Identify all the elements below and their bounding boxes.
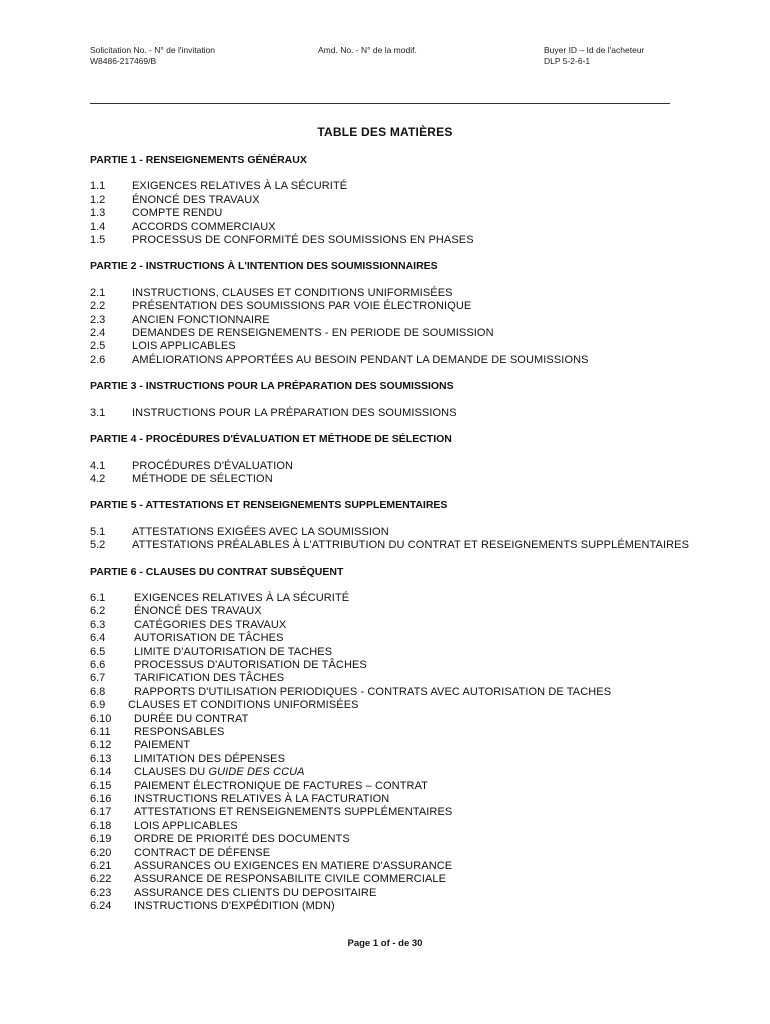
- toc-entry-title-text: AUTORISATION DE TÂCHES: [134, 632, 284, 645]
- toc-entry[interactable]: [90, 873, 690, 886]
- toc-entry-title: [132, 539, 690, 552]
- toc-entry-title: [134, 739, 690, 752]
- toc-entry[interactable]: [90, 180, 690, 193]
- toc-entry-number: 6.15: [90, 779, 112, 792]
- toc-entry-number: 1.4: [90, 220, 106, 233]
- header-divider: [90, 103, 670, 104]
- toc-entry-title-text: LIMITATION DES DÉPENSES: [134, 752, 286, 765]
- toc-entry-number: 5.1: [90, 525, 106, 538]
- table-of-contents: [90, 154, 690, 927]
- page-number: Page 1 of - de 30: [347, 938, 423, 949]
- toc-entry-title-text: ASSURANCES OU EXIGENCES EN MATIERE D'ASSURANCE: [134, 860, 453, 873]
- toc-entry-title-text: PAIEMENT: [134, 739, 191, 752]
- buyer-label: Buyer ID – Id de l'acheteur: [544, 45, 645, 55]
- toc-entry-number: 1.1: [90, 180, 106, 193]
- toc-entry[interactable]: [90, 194, 690, 207]
- toc-entry-title-text: INSTRUCTIONS, CLAUSES ET CONDITIONS UNIFORMISÉES: [132, 286, 453, 299]
- toc-section-list: [90, 460, 690, 487]
- toc-entry-title-text: PRÉSENTATION DES SOUMISSIONS PAR VOIE ÉLECTRONIQUE: [132, 300, 472, 313]
- toc-entry-title-text: AMÉLIORATIONS APPORTÉES AU BESOIN PENDANT LA DEMANDE DE SOUMISSIONS: [132, 353, 589, 366]
- toc-entry-title-text: PROCÉDURES D'ÉVALUATION: [132, 459, 294, 472]
- toc-entry-title: [134, 605, 690, 618]
- toc-entry-title-text: ANCIEN FONCTIONNAIRE: [132, 313, 270, 326]
- toc-entry-title: [132, 234, 690, 247]
- toc-entry-title: [132, 300, 690, 313]
- toc-entry[interactable]: [90, 739, 690, 752]
- toc-entry-title: [132, 314, 690, 327]
- toc-entry[interactable]: [90, 900, 690, 913]
- toc-entry-title: [134, 632, 690, 645]
- toc-entry[interactable]: [90, 605, 690, 618]
- toc-entry-title: [132, 460, 690, 473]
- toc-entry-title: [134, 659, 690, 672]
- toc-entry-title-text: DEMANDES DE RENSEIGNEMENTS - EN PERIODE DE SOUMISSION: [132, 327, 494, 340]
- toc-entry-title: [132, 354, 690, 367]
- toc-entry-number: 6.23: [90, 886, 112, 899]
- toc-entry[interactable]: [90, 619, 690, 632]
- toc-part-heading[interactable]: PARTIE 4 - PROCÉDURES D'ÉVALUATION ET MÉTHODE DE SÉLECTION: [90, 433, 452, 446]
- toc-entry[interactable]: [90, 833, 690, 846]
- toc-entry-title: [134, 780, 690, 793]
- toc-entry-title-text: INSTRUCTIONS RELATIVES À LA FACTURATION: [134, 793, 390, 806]
- toc-entry-title: [134, 833, 690, 846]
- toc-entry-number: 6.8: [90, 685, 106, 698]
- toc-title: TABLE DES MATIÈRES: [317, 125, 453, 139]
- toc-entry[interactable]: [90, 686, 690, 699]
- header-solicitation: [90, 45, 215, 67]
- toc-entry-number: 6.21: [90, 860, 112, 873]
- toc-entry-title: [132, 221, 690, 234]
- toc-part-heading[interactable]: PARTIE 1 - RENSEIGNEMENTS GÉNÉRAUX: [90, 154, 307, 166]
- toc-entry[interactable]: [90, 327, 690, 340]
- toc-entry-title-text: PROCESSUS D'AUTORISATION DE TÂCHES: [134, 658, 367, 671]
- toc-entry-number: 6.4: [90, 632, 106, 645]
- toc-entry-number: 2.3: [90, 313, 106, 326]
- toc-entry-title-text: LOIS APPLICABLES: [132, 340, 236, 353]
- toc-entry-title: [128, 699, 690, 712]
- toc-entry-number: 2.6: [90, 353, 106, 366]
- toc-entry-title-italic: GUIDE DES CCUA: [208, 766, 305, 779]
- toc-entry-number: 6.22: [90, 873, 112, 886]
- toc-entry[interactable]: [90, 713, 690, 726]
- toc-entry[interactable]: [90, 632, 690, 645]
- toc-entry-title: [134, 592, 690, 605]
- toc-section-list: [90, 287, 690, 367]
- toc-entry-number: 6.20: [90, 846, 112, 859]
- toc-entry-title-text: LOIS APPLICABLES: [134, 819, 238, 832]
- toc-entry-title-text: INSTRUCTIONS D'EXPÉDITION (MDN): [134, 900, 335, 913]
- toc-entry-title-text: ASSURANCE DES CLIENTS DU DEPOSITAIRE: [134, 886, 377, 899]
- toc-entry[interactable]: [90, 592, 690, 605]
- toc-entry-title-text: CATÉGORIES DES TRAVAUX: [134, 618, 287, 631]
- toc-entry-number: 3.1: [90, 406, 106, 419]
- toc-entry-title: [132, 407, 690, 420]
- toc-entry-number: 6.14: [90, 766, 112, 779]
- toc-entry[interactable]: [90, 407, 690, 420]
- toc-entry[interactable]: [90, 221, 690, 234]
- toc-entry[interactable]: [90, 806, 690, 819]
- toc-section-list: [90, 526, 690, 553]
- toc-entry-title: [132, 194, 690, 207]
- toc-entry-number: 6.3: [90, 618, 106, 631]
- toc-entry[interactable]: [90, 526, 690, 539]
- toc-entry[interactable]: [90, 287, 690, 300]
- toc-entry-title: [134, 686, 690, 699]
- toc-entry[interactable]: [90, 207, 690, 220]
- toc-entry[interactable]: [90, 860, 690, 873]
- toc-entry-number: 6.5: [90, 645, 106, 658]
- toc-entry[interactable]: [90, 780, 690, 793]
- toc-entry-number: 6.6: [90, 658, 106, 671]
- toc-entry-number: 6.24: [90, 900, 112, 913]
- toc-entry-number: 6.7: [90, 672, 106, 685]
- toc-entry-title-text: LIMITE D'AUTORISATION DE TACHES: [134, 645, 333, 658]
- toc-entry[interactable]: [90, 766, 690, 779]
- toc-entry-title: [134, 713, 690, 726]
- solicitation-number: W8486-217469/B: [90, 56, 157, 66]
- toc-entry[interactable]: [90, 699, 690, 712]
- toc-entry-number: 6.10: [90, 712, 112, 725]
- toc-entry-title-text: ATTESTATIONS ET RENSEIGNEMENTS SUPPLÉMENTAIRES: [134, 806, 453, 819]
- toc-entry-title-text: RAPPORTS D'UTILISATION PERIODIQUES - CONTRATS AVEC AUTORISATION DE TACHES: [134, 685, 612, 698]
- toc-entry-title-text: ASSURANCE DE RESPONSABILITE CIVILE COMMERCIALE: [134, 873, 447, 886]
- toc-entry-number: 6.1: [90, 591, 106, 604]
- toc-entry-title: [132, 340, 690, 353]
- solicitation-label: Solicitation No. - N° de l'invitation: [90, 45, 216, 55]
- toc-entry-number: 5.2: [90, 539, 106, 552]
- toc-entry[interactable]: [90, 793, 690, 806]
- toc-entry-title: [132, 327, 690, 340]
- toc-entry-number: 6.11: [90, 726, 111, 738]
- toc-entry-title: [134, 806, 690, 819]
- toc-entry[interactable]: [90, 300, 690, 313]
- toc-entry-number: 4.1: [90, 459, 106, 472]
- toc-entry-title-text: PAIEMENT ÉLECTRONIQUE DE FACTURES – CONTRAT: [134, 779, 429, 792]
- toc-entry-title-text: CLAUSES ET CONDITIONS UNIFORMISÉES: [128, 699, 359, 712]
- toc-entry-title-text: ÉNONCÉ DES TRAVAUX: [134, 605, 262, 618]
- header-buyer: [544, 45, 644, 67]
- toc-part-heading[interactable]: PARTIE 3 - INSTRUCTIONS POUR LA PRÉPARATION DES SOUMISSIONS: [90, 380, 454, 393]
- toc-entry-title: [134, 726, 690, 739]
- toc-entry-number: 6.16: [90, 793, 112, 806]
- toc-entry-title: [134, 820, 690, 833]
- buyer-id: DLP 5-2-6-1: [544, 56, 591, 66]
- toc-entry-number: 2.2: [90, 300, 106, 313]
- toc-entry-number: 1.5: [90, 234, 106, 247]
- toc-entry-title: [134, 672, 690, 685]
- header-amendment: [318, 45, 417, 56]
- toc-entry-title: [134, 619, 690, 632]
- toc-entry-title: [134, 766, 690, 779]
- toc-part-heading[interactable]: PARTIE 5 - ATTESTATIONS ET RENSEIGNEMENTS SUPPLEMENTAIRES: [90, 499, 448, 512]
- toc-entry-title-text: MÉTHODE DE SÉLECTION: [132, 472, 273, 485]
- toc-entry-title-text: ATTESTATIONS PRÉALABLES À L'ATTRIBUTION DU CONTRAT ET RESEIGNEMENTS SUPPLÉMENTAIRES: [132, 539, 690, 552]
- toc-entry-title-text: ORDRE DE PRIORITÉ DES DOCUMENTS: [134, 833, 350, 846]
- toc-entry-number: 6.18: [90, 819, 112, 832]
- toc-entry[interactable]: [90, 473, 690, 486]
- toc-entry-title-text: INSTRUCTIONS POUR LA PRÉPARATION DES SOUMISSIONS: [132, 406, 457, 419]
- toc-entry-number: 6.19: [90, 833, 112, 846]
- toc-entry[interactable]: [90, 847, 690, 860]
- toc-entry-number: 6.2: [90, 605, 106, 618]
- toc-entry-title-text: TARIFICATION DES TÂCHES: [134, 672, 285, 685]
- toc-entry-number: 6.17: [90, 806, 112, 819]
- toc-entry-title-text: PROCESSUS DE CONFORMITÉ DES SOUMISSIONS EN PHASES: [132, 234, 474, 247]
- toc-entry-title-text: ATTESTATIONS EXIGÉES AVEC LA SOUMISSION: [132, 525, 389, 538]
- toc-entry[interactable]: [90, 646, 690, 659]
- toc-entry[interactable]: [90, 234, 690, 247]
- toc-entry-title: [132, 473, 690, 486]
- toc-entry[interactable]: [90, 672, 690, 685]
- toc-entry-number: 4.2: [90, 472, 106, 485]
- toc-entry-number: 1.3: [90, 207, 106, 220]
- toc-section-list: [90, 407, 690, 420]
- toc-entry-title: [134, 847, 690, 860]
- toc-entry[interactable]: [90, 887, 690, 900]
- toc-entry[interactable]: [90, 539, 690, 552]
- toc-entry-title-text: ÉNONCÉ DES TRAVAUX: [132, 193, 260, 206]
- toc-entry-title: [132, 207, 690, 220]
- toc-entry-title-text: CLAUSES DU: [134, 766, 206, 779]
- toc-entry-title: [134, 900, 690, 913]
- toc-entry-title: [132, 526, 690, 539]
- toc-part-heading[interactable]: PARTIE 2 - INSTRUCTIONS À L'INTENTION DES SOUMISSIONNAIRES: [90, 260, 438, 273]
- toc-part-heading[interactable]: PARTIE 6 - CLAUSES DU CONTRAT SUBSÉQUENT: [90, 565, 344, 578]
- amendment-label: Amd. No. - N° de la modif.: [318, 45, 417, 55]
- toc-entry[interactable]: [90, 726, 690, 739]
- toc-entry[interactable]: [90, 753, 690, 766]
- toc-section-list: [90, 180, 690, 247]
- toc-entry-title: [132, 180, 690, 193]
- toc-entry-title: [134, 646, 690, 659]
- toc-entry-number: 2.5: [90, 340, 106, 353]
- toc-entry[interactable]: [90, 460, 690, 473]
- toc-entry-number: 6.13: [90, 752, 112, 765]
- toc-entry-number: 2.1: [90, 286, 106, 299]
- toc-section-list: [90, 592, 690, 914]
- toc-entry-number: 6.12: [90, 739, 112, 752]
- toc-entry-number: 1.2: [90, 193, 106, 206]
- toc-entry-number: 2.4: [90, 327, 106, 340]
- toc-entry-title: [134, 793, 690, 806]
- toc-entry-title-text: COMPTE RENDU: [132, 207, 223, 220]
- toc-entry-title-text: CONTRACT DE DÉFENSE: [134, 846, 271, 859]
- toc-entry-title: [134, 873, 690, 886]
- toc-entry[interactable]: [90, 820, 690, 833]
- toc-entry-title: [134, 887, 690, 900]
- toc-entry-title-text: EXIGENCES RELATIVES À LA SÉCURITÉ: [134, 591, 350, 604]
- toc-entry-number: 6.9: [90, 699, 106, 712]
- toc-entry-title-text: ACCORDS COMMERCIAUX: [132, 220, 276, 233]
- toc-entry-title: [132, 287, 690, 300]
- toc-entry-title: [134, 860, 690, 873]
- toc-entry-title-text: EXIGENCES RELATIVES À LA SÉCURITÉ: [132, 180, 348, 193]
- toc-entry[interactable]: [90, 354, 690, 367]
- toc-entry[interactable]: [90, 340, 690, 353]
- toc-entry[interactable]: [90, 314, 690, 327]
- toc-entry-title-text: DURÉE DU CONTRAT: [134, 712, 249, 725]
- toc-entry[interactable]: [90, 659, 690, 672]
- toc-entry-title: [134, 753, 690, 766]
- toc-entry-title-text: RESPONSABLES: [134, 726, 225, 738]
